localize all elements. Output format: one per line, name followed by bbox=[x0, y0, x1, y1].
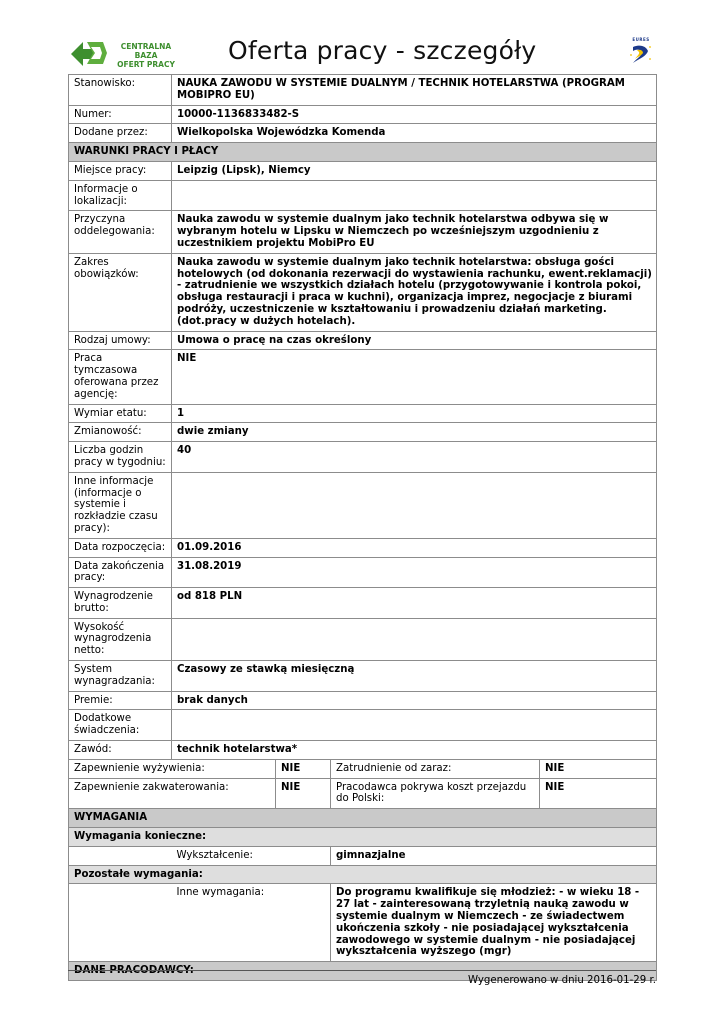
eures-logo: EURES bbox=[626, 37, 656, 67]
table-row bbox=[69, 538, 657, 557]
table-row bbox=[69, 350, 657, 404]
table-row bbox=[69, 588, 657, 619]
subsection-title-other: Pozostałe wymagania: bbox=[69, 865, 657, 884]
position-value: NAUKA ZAWODU W SYSTEMIE DUALNYM / TECHNIK HOTELARSTWA (PROGRAM MOBIPRO EU) bbox=[172, 75, 657, 106]
offer-number-value: 10000-1136833482-S bbox=[172, 105, 657, 124]
row-label: Dodatkowe świadczenia: bbox=[69, 710, 172, 741]
table-row bbox=[69, 423, 657, 442]
row-label: Inne informacje (informacje o systemie i rozkładzie czasu pracy): bbox=[69, 472, 172, 538]
offer-details-table bbox=[68, 74, 657, 981]
subsection-header-row bbox=[69, 865, 657, 884]
page-title: Oferta pracy - szczegóły bbox=[228, 36, 537, 65]
table-row bbox=[69, 778, 657, 809]
generated-date: Wygenerowano w dniu 2016-01-29 r. bbox=[467, 975, 656, 986]
table-row bbox=[69, 211, 657, 253]
pair-label: Zatrudnienie od zaraz: bbox=[331, 759, 540, 778]
row-value: Nauka zawodu w systemie dualnym jako technik hotelarstwa: obsługa gości hotelowych (od dokonania rezerwacji do wystawienia rachunku, ewent.reklamacji) - zatrudnienie we wszystkich działach hotelu (przygotowywanie i kontrola pokoi, obsługa restauracji i praca w kuchni), organizacja imprez, negocjacje z biurami podróży, uczestniczenie w kształtowaniu i prowadzeniu działań marketing. (dot.pracy w dużych hotelach). bbox=[172, 253, 657, 331]
cbop-logo-icon bbox=[69, 38, 109, 68]
table-row bbox=[69, 741, 657, 760]
table-row bbox=[69, 618, 657, 660]
table-row bbox=[69, 75, 657, 106]
row-label: Informacje o lokalizacji: bbox=[69, 180, 172, 211]
added-by-value: Wielkopolska Wojewódzka Komenda bbox=[172, 124, 657, 143]
section-title-conditions: WARUNKI PRACY I PŁACY bbox=[69, 143, 657, 162]
other-requirements-value: Do programu kwalifikuje się młodzież: - w wieku 18 - 27 lat - zainteresowaną trzyletnią nauką zawodu w systemie dualnym w Niemczech - ze świadectwem ukończenia szkoły - nie posiadającej wykształcenia zawodowego w systemie dualnym - nie posiadającej wykształcenia wyższego (mgr) bbox=[331, 884, 657, 962]
row-value bbox=[172, 710, 657, 741]
section-title-requirements: WYMAGANIA bbox=[69, 809, 657, 828]
table-row bbox=[69, 404, 657, 423]
row-value: Czasowy ze stawką miesięczną bbox=[172, 661, 657, 692]
pair-value: NIE bbox=[540, 778, 657, 809]
pair-value: NIE bbox=[540, 759, 657, 778]
row-value: Umowa o pracę na czas określony bbox=[172, 331, 657, 350]
row-value bbox=[172, 180, 657, 211]
table-row bbox=[69, 331, 657, 350]
table-row bbox=[69, 884, 657, 962]
row-label: Zakres obowiązków: bbox=[69, 253, 172, 331]
row-label: Dodane przez: bbox=[69, 124, 172, 143]
row-label: Zawód: bbox=[69, 741, 172, 760]
pair-label: Zapewnienie zakwaterowania: bbox=[69, 778, 276, 809]
table-row bbox=[69, 691, 657, 710]
table-row bbox=[69, 661, 657, 692]
section-title-employer: DANE PRACODAWCY: bbox=[69, 962, 657, 981]
row-value: NIE bbox=[172, 350, 657, 404]
table-row bbox=[69, 472, 657, 538]
row-label: Przyczyna oddelegowania: bbox=[69, 211, 172, 253]
row-label: Wysokość wynagrodzenia netto: bbox=[69, 618, 172, 660]
row-label: Data zakończenia pracy: bbox=[69, 557, 172, 588]
row-label: System wynagradzania: bbox=[69, 661, 172, 692]
row-label: Premie: bbox=[69, 691, 172, 710]
row-label: Stanowisko: bbox=[69, 75, 172, 106]
row-label: Wymiar etatu: bbox=[69, 404, 172, 423]
row-value: Nauka zawodu w systemie dualnym jako technik hotelarstwa odbywa się w wybranym hotelu w Lipsku w Niemczech po wcześniejszym uzgodnieniu z uczestnikiem projektu MobiPro EU bbox=[172, 211, 657, 253]
row-value: 31.08.2019 bbox=[172, 557, 657, 588]
row-value: brak danych bbox=[172, 691, 657, 710]
table-row bbox=[69, 180, 657, 211]
row-label: Zmianowość: bbox=[69, 423, 172, 442]
table-row bbox=[69, 846, 657, 865]
row-label: Data rozpoczęcia: bbox=[69, 538, 172, 557]
row-value: 1 bbox=[172, 404, 657, 423]
section-header-row bbox=[69, 809, 657, 828]
cbop-logo-text: CENTRALNA BAZA OFERT PRACY bbox=[117, 42, 175, 69]
row-value bbox=[172, 472, 657, 538]
table-row bbox=[69, 710, 657, 741]
pair-value: NIE bbox=[276, 759, 331, 778]
cbop-logo bbox=[69, 38, 185, 68]
row-value: dwie zmiany bbox=[172, 423, 657, 442]
row-value: technik hotelarstwa* bbox=[172, 741, 657, 760]
table-row bbox=[69, 124, 657, 143]
table-row bbox=[69, 557, 657, 588]
row-label: Rodzaj umowy: bbox=[69, 331, 172, 350]
footer-divider bbox=[68, 970, 656, 971]
table-row bbox=[69, 161, 657, 180]
table-row bbox=[69, 105, 657, 124]
row-value: 01.09.2016 bbox=[172, 538, 657, 557]
row-label: Praca tymczasowa oferowana przez agencję: bbox=[69, 350, 172, 404]
other-requirements-label: Inne wymagania: bbox=[172, 884, 331, 962]
row-label: Liczba godzin pracy w tygodniu: bbox=[69, 442, 172, 473]
subsection-title-required: Wymagania konieczne: bbox=[69, 828, 657, 847]
table-row bbox=[69, 442, 657, 473]
section-header-row bbox=[69, 143, 657, 162]
table-row bbox=[69, 759, 657, 778]
table-row bbox=[69, 253, 657, 331]
education-value: gimnazjalne bbox=[331, 846, 657, 865]
row-value bbox=[172, 618, 657, 660]
row-label: Wynagrodzenie brutto: bbox=[69, 588, 172, 619]
row-value: 40 bbox=[172, 442, 657, 473]
row-value: od 818 PLN bbox=[172, 588, 657, 619]
education-label: Wykształcenie: bbox=[172, 846, 331, 865]
row-value: Leipzig (Lipsk), Niemcy bbox=[172, 161, 657, 180]
pair-label: Pracodawca pokrywa koszt przejazdu do Polski: bbox=[331, 778, 540, 809]
subsection-header-row bbox=[69, 828, 657, 847]
row-label: Miejsce pracy: bbox=[69, 161, 172, 180]
page-header bbox=[0, 0, 725, 75]
pair-value: NIE bbox=[276, 778, 331, 809]
pair-label: Zapewnienie wyżywienia: bbox=[69, 759, 276, 778]
row-label: Numer: bbox=[69, 105, 172, 124]
